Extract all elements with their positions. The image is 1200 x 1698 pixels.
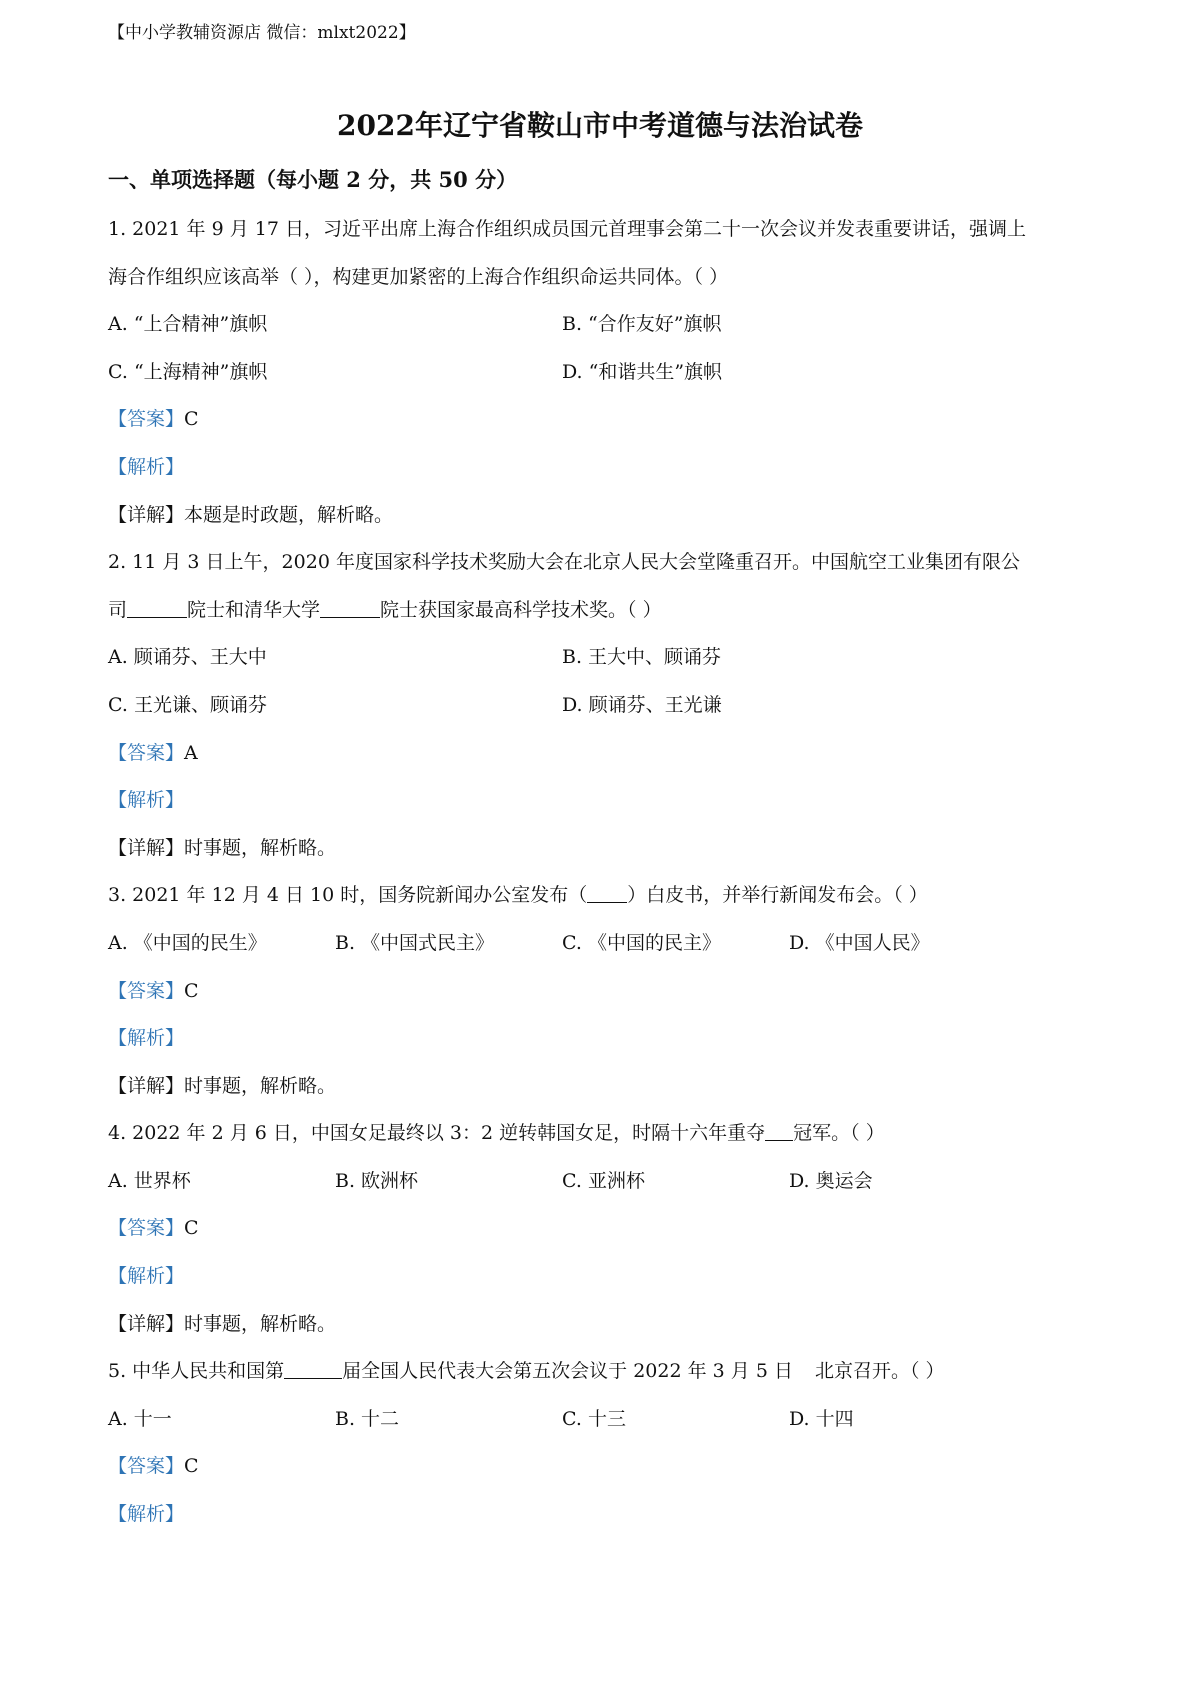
q1-option-d: D. “和谐共生”旗帜 — [562, 360, 723, 383]
q2-detail-text: 时事题，解析略。 — [184, 836, 337, 859]
q2-answer-value: A — [184, 741, 198, 764]
q4-option-b: B. 欧洲杯 — [335, 1169, 419, 1192]
q2-options-row2 — [108, 682, 1098, 730]
answer-label: 【答案】 — [108, 741, 185, 764]
q1-options-row2 — [108, 349, 1098, 397]
q5-blank — [284, 1356, 342, 1379]
q1-detail-text: 本题是时政题，解析略。 — [184, 503, 394, 526]
q2-stem-part-a: 司 — [108, 598, 128, 621]
q4-stem-line1 — [108, 1110, 1098, 1158]
q2-options-row1 — [108, 634, 1098, 682]
section-heading: 一、单项选择题（每小题 2 分，共 50 分） — [108, 167, 518, 192]
q5-option-a: A. 十一 — [108, 1407, 172, 1430]
q4-detail — [108, 1301, 1098, 1349]
q1-option-a: A. “上合精神”旗帜 — [108, 313, 268, 336]
q1-answer — [108, 396, 1098, 444]
q3-stem-part-a: 3. 2021 年 12 月 4 日 10 时，国务院新闻办公室发布（ — [108, 884, 588, 907]
analysis-label: 【解析】 — [108, 1027, 185, 1050]
q5-option-d: D. 十四 — [789, 1407, 854, 1430]
q2-blank-2 — [320, 595, 380, 618]
q3-answer-value: C — [184, 979, 199, 1002]
q4-option-c: C. 亚洲杯 — [562, 1169, 645, 1192]
page-header: 【中小学教辅资源店 微信：mlxt2022】 — [108, 23, 416, 43]
q5-option-b: B. 十二 — [335, 1407, 400, 1430]
answer-label: 【答案】 — [108, 408, 185, 431]
q3-option-a: A. 《中国的民生》 — [108, 931, 267, 954]
q5-stem-line1 — [108, 1348, 1098, 1396]
q4-answer-value: C — [184, 1217, 199, 1240]
q3-blank — [587, 880, 627, 903]
q5-analysis — [108, 1491, 1098, 1539]
q2-stem-part-b: 院士和清华大学 — [187, 598, 321, 621]
q2-option-b: B. 王大中、顾诵芬 — [562, 646, 722, 669]
q4-option-a: A. 世界杯 — [108, 1169, 191, 1192]
q3-detail — [108, 1063, 1098, 1111]
q1-option-c: C. “上海精神”旗帜 — [108, 360, 268, 383]
q2-answer — [108, 730, 1098, 778]
q5-stem-part-b: 届全国人民代表大会第五次会议于 2022 年 3 月 5 日 — [342, 1360, 793, 1383]
q1-answer-value: C — [184, 408, 199, 431]
q3-options-row — [108, 920, 1098, 968]
analysis-label: 【解析】 — [108, 1265, 185, 1288]
q1-stem-line1: 1. 2021 年 9 月 17 日，习近平出席上海合作组织成员国元首理事会第二十一次会议并发表重要讲话，强调上 — [108, 218, 1026, 240]
analysis-label: 【解析】 — [108, 1503, 185, 1526]
q4-detail-text: 时事题，解析略。 — [184, 1312, 337, 1335]
q2-option-d: D. 顾诵芬、王光谦 — [562, 693, 722, 716]
q1-option-b: B. “合作友好”旗帜 — [562, 313, 722, 336]
q3-option-d: D. 《中国人民》 — [789, 931, 930, 954]
q5-answer — [108, 1443, 1098, 1491]
q4-blank — [765, 1118, 793, 1141]
q1-analysis — [108, 444, 1098, 492]
detail-label: 【详解】 — [108, 1074, 185, 1097]
answer-label: 【答案】 — [108, 1455, 185, 1478]
q5-options-row — [108, 1396, 1098, 1444]
q4-stem-part-b: 冠军。（ ） — [793, 1122, 885, 1145]
q4-answer — [108, 1205, 1098, 1253]
q1-stem-line2: 海合作组织应该高举（ ），构建更加紧密的上海合作组织命运共同体。（ ） — [108, 265, 729, 288]
detail-label: 【详解】 — [108, 503, 185, 526]
q3-analysis — [108, 1015, 1098, 1063]
q4-analysis — [108, 1253, 1098, 1301]
q1-options-row1 — [108, 301, 1098, 349]
q1-detail — [108, 492, 1098, 540]
q3-option-b: B. 《中国式民主》 — [335, 931, 495, 954]
q5-option-c: C. 十三 — [562, 1407, 626, 1430]
q2-detail — [108, 825, 1098, 873]
q2-option-c: C. 王光谦、顾诵芬 — [108, 693, 267, 716]
q4-option-d: D. 奥运会 — [789, 1169, 873, 1192]
q2-stem-part-c: 院士获国家最高科学技术奖。（ ） — [380, 598, 662, 621]
q3-answer — [108, 968, 1098, 1016]
q2-analysis — [108, 777, 1098, 825]
detail-label: 【详解】 — [108, 836, 185, 859]
q2-stem-line2 — [108, 587, 1098, 635]
q5-stem-part-c: 北京召开。（ ） — [814, 1360, 945, 1383]
q3-option-c: C. 《中国的民主》 — [562, 931, 721, 954]
q4-stem-part-a: 4. 2022 年 2 月 6 日，中国女足最终以 3：2 逆转韩国女足，时隔十六年重夺 — [108, 1122, 766, 1145]
analysis-label: 【解析】 — [108, 455, 185, 478]
questions-content — [108, 206, 1098, 1539]
page-title: 2022年辽宁省鞍山市中考道德与法治试卷 — [337, 109, 863, 142]
q5-stem-part-a: 5. 中华人民共和国第 — [108, 1360, 285, 1383]
q5-answer-value: C — [184, 1455, 199, 1478]
answer-label: 【答案】 — [108, 1217, 185, 1240]
q3-stem-line1 — [108, 872, 1098, 920]
analysis-label: 【解析】 — [108, 789, 185, 812]
detail-label: 【详解】 — [108, 1312, 185, 1335]
q3-detail-text: 时事题，解析略。 — [184, 1074, 337, 1097]
q2-stem-line1: 2. 11 月 3 日上午，2020 年度国家科学技术奖励大会在北京人民大会堂隆重召开。中国航空工业集团有限公 — [108, 551, 1020, 574]
q4-options-row — [108, 1158, 1098, 1206]
q2-blank-1 — [127, 595, 187, 618]
q3-stem-part-b: ）白皮书，并举行新闻发布会。（ ） — [627, 884, 928, 907]
answer-label: 【答案】 — [108, 979, 185, 1002]
q2-option-a: A. 顾诵芬、王大中 — [108, 646, 267, 669]
